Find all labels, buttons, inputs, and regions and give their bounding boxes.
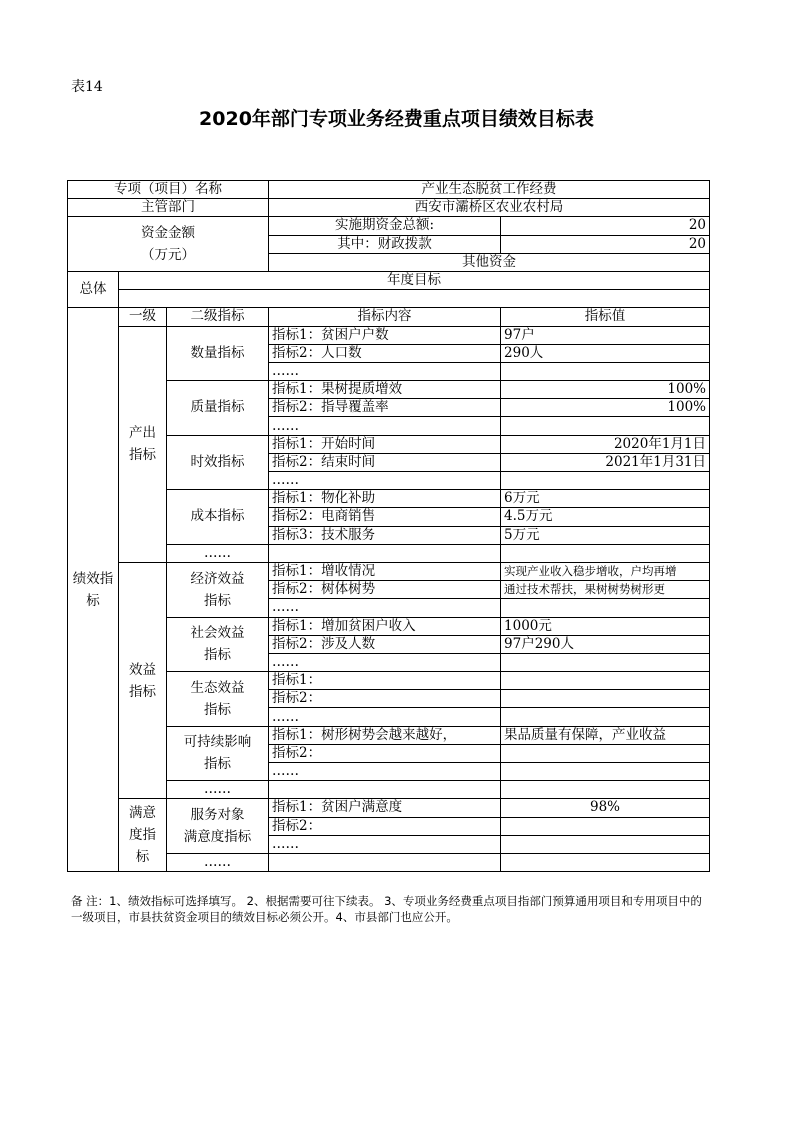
- ecological-item-1: 指标1：: [269, 672, 501, 690]
- quantity-ellipsis-value: [501, 362, 710, 380]
- footnote: 备 注：1、绩效指标可选择填写。 2、根据需要可往下续表。 3、专项业务经费重点项目指部门预算通用项目和专用项目中的一级项目，市县扶贫资金项目的绩效目标必须公开。4、市县部门也应公开。: [71, 894, 702, 924]
- total-value: 20: [501, 217, 710, 235]
- quantity-item-1: 指标1：贫困户户数: [269, 326, 501, 344]
- social-label-line2: 指标: [204, 647, 231, 664]
- social-ellipsis: ……: [269, 653, 501, 671]
- quantity-item-2: 指标2：人口数: [269, 344, 501, 362]
- social-value-2: 97户290人: [501, 635, 710, 653]
- output-label: 产出指标: [119, 326, 167, 562]
- economic-value-2: 通过技术帮扶，果树树势树形更: [501, 581, 710, 599]
- benefit-label: 效益指标: [119, 562, 167, 798]
- sustainable-label-line2: 指标: [204, 756, 231, 773]
- overall-label: 总体: [68, 271, 119, 307]
- benefit-ellipsis-value: [501, 781, 710, 799]
- cost-value-3: 5万元: [501, 526, 710, 544]
- ecological-ellipsis: ……: [269, 708, 501, 726]
- project-label: 专项（项目）名称: [68, 181, 269, 199]
- social-ellipsis-value: [501, 653, 710, 671]
- other-label: 其他资金: [269, 253, 710, 271]
- satisfaction-ellipsis-value: [501, 853, 710, 871]
- service-item-2: 指标2：: [269, 817, 501, 835]
- service-ellipsis-value: [501, 835, 710, 853]
- fund-label: [68, 217, 269, 272]
- cost-item-3: 指标3：技术服务: [269, 526, 501, 544]
- quality-ellipsis-value: [501, 417, 710, 435]
- service-label-line2: 满意度指标: [183, 829, 252, 846]
- quantity-value-1: 97户: [501, 326, 710, 344]
- ecological-value-2: [501, 690, 710, 708]
- timeliness-value-2: 2021年1月31日: [501, 453, 710, 471]
- sustainable-label: [167, 726, 269, 781]
- ecological-label-line1: 生态效益: [190, 679, 245, 696]
- economic-label-line2: 指标: [204, 592, 231, 609]
- performance-table: [67, 180, 710, 872]
- service-item-1: 指标1：贫困户满意度: [269, 799, 501, 817]
- ecological-value-1: [501, 672, 710, 690]
- output-ellipsis: ……: [167, 544, 269, 562]
- quantity-value-2: 290人: [501, 344, 710, 362]
- economic-ellipsis: ……: [269, 599, 501, 617]
- service-value-2: [501, 817, 710, 835]
- page-title: 2020年部门专项业务经费重点项目绩效目标表: [199, 108, 594, 130]
- social-item-2: 指标2：涉及人数: [269, 635, 501, 653]
- col-content: 指标内容: [269, 308, 501, 326]
- finance-value: 20: [501, 235, 710, 253]
- social-label: [167, 617, 269, 672]
- cost-item-2: 指标2：电商销售: [269, 508, 501, 526]
- quality-label: 质量指标: [167, 381, 269, 436]
- satisfaction-ellipsis: ……: [167, 853, 269, 871]
- economic-item-2: 指标2：树体树势: [269, 581, 501, 599]
- quality-ellipsis: ……: [269, 417, 501, 435]
- economic-ellipsis-value: [501, 599, 710, 617]
- social-item-1: 指标1：增加贫困户收入: [269, 617, 501, 635]
- sustainable-ellipsis-value: [501, 763, 710, 781]
- economic-label-line1: 经济效益: [190, 570, 245, 587]
- quality-item-2: 指标2：指导覆盖率: [269, 399, 501, 417]
- service-label-line1: 服务对象: [190, 807, 245, 824]
- perf-label: 绩效指标: [68, 308, 119, 872]
- project-value: 产业生态脱贫工作经费: [269, 181, 710, 199]
- fund-label-line2: （万元）: [141, 247, 195, 264]
- service-label: [167, 799, 269, 854]
- benefit-ellipsis: ……: [167, 781, 269, 799]
- timeliness-label: 时效指标: [167, 435, 269, 490]
- sustainable-item-2: 指标2：: [269, 744, 501, 762]
- quantity-ellipsis: ……: [269, 362, 501, 380]
- col-level2: 二级指标: [167, 308, 269, 326]
- output-ellipsis-content: [269, 544, 501, 562]
- quality-item-1: 指标1：果树提质增效: [269, 381, 501, 399]
- year-goal-value: [119, 290, 710, 308]
- quality-value-2: 100%: [501, 399, 710, 417]
- output-ellipsis-value: [501, 544, 710, 562]
- benefit-ellipsis-content: [269, 781, 501, 799]
- economic-item-1: 指标1：增收情况: [269, 562, 501, 580]
- ecological-label: [167, 672, 269, 727]
- ecological-ellipsis-value: [501, 708, 710, 726]
- quality-value-1: 100%: [501, 381, 710, 399]
- social-value-1: 1000元: [501, 617, 710, 635]
- economic-label: [167, 562, 269, 617]
- cost-value-2: 4.5万元: [501, 508, 710, 526]
- timeliness-item-2: 指标2：结束时间: [269, 453, 501, 471]
- dept-value: 西安市灞桥区农业农村局: [269, 199, 710, 217]
- service-ellipsis: ……: [269, 835, 501, 853]
- sustainable-item-1: 指标1：树形树势会越来越好，: [269, 726, 501, 744]
- table-tag: 表14: [71, 79, 103, 95]
- timeliness-ellipsis-value: [501, 472, 710, 490]
- col-level1: 一级: [119, 308, 167, 326]
- sustainable-ellipsis: ……: [269, 763, 501, 781]
- col-value: 指标值: [501, 308, 710, 326]
- sustainable-value-2: [501, 744, 710, 762]
- fund-label-line1: 资金金额: [141, 225, 195, 242]
- quantity-label: 数量指标: [167, 326, 269, 381]
- social-label-line1: 社会效益: [190, 625, 245, 642]
- timeliness-ellipsis: ……: [269, 472, 501, 490]
- cost-value-1: 6万元: [501, 490, 710, 508]
- ecological-label-line2: 指标: [204, 701, 231, 718]
- timeliness-item-1: 指标1：开始时间: [269, 435, 501, 453]
- sustainable-value-1: 果品质量有保障，产业收益: [501, 726, 710, 744]
- sustainable-label-line1: 可持续影响: [183, 734, 252, 751]
- cost-item-1: 指标1：物化补助: [269, 490, 501, 508]
- timeliness-value-1: 2020年1月1日: [501, 435, 710, 453]
- total-label: 实施期资金总额:: [269, 217, 501, 235]
- finance-label: 其中：财政拨款: [269, 235, 501, 253]
- cost-label: 成本指标: [167, 490, 269, 545]
- satisfaction-ellipsis-content: [269, 853, 501, 871]
- year-goal-label: 年度目标: [119, 271, 710, 289]
- ecological-item-2: 指标2：: [269, 690, 501, 708]
- dept-label: 主管部门: [68, 199, 269, 217]
- satisfaction-label: 满意度指标: [119, 799, 167, 872]
- service-value-1: 98%: [501, 799, 710, 817]
- economic-value-1: 实现产业收入稳步增收，户均再增: [501, 562, 710, 580]
